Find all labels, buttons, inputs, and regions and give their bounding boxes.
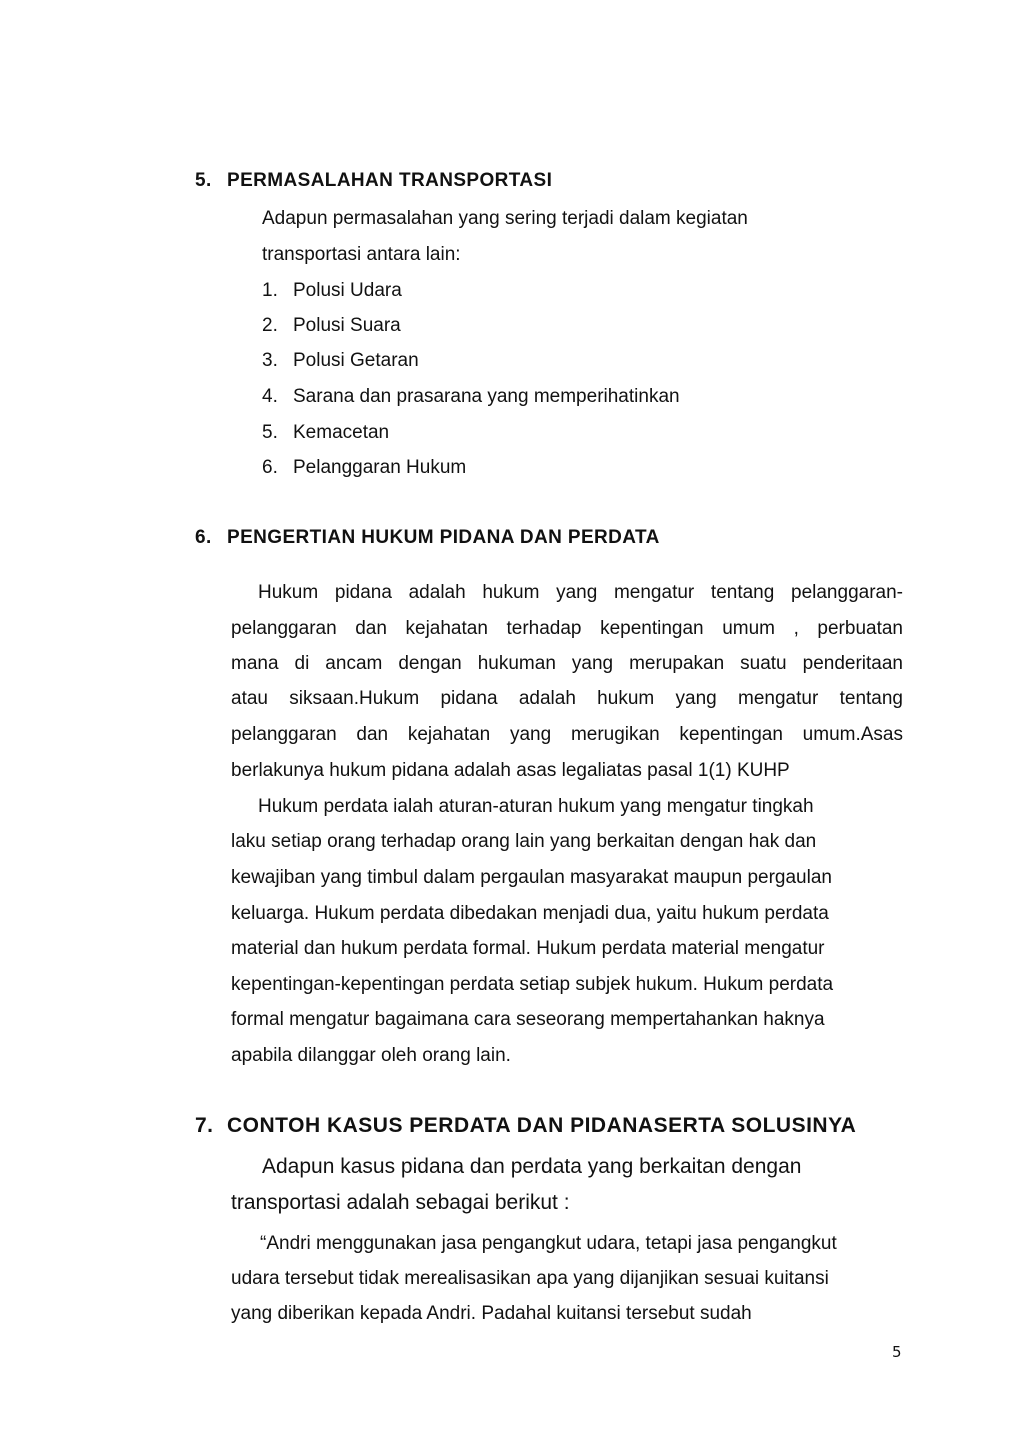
list-item-text: Kemacetan [293,422,390,443]
paragraph-line: Adapun kasus pidana dan perdata yang berkaitan dengan [262,1155,802,1178]
list-item-text: Sarana dan prasarana yang memperihatinkan [293,386,680,407]
paragraph-line: formal mengatur bagaimana cara seseorang mempertahankan haknya [231,1009,825,1030]
list-item-text: Pelanggaran Hukum [293,457,467,478]
paragraph-line: Hukum pidana adalah hukum yang mengatur tentang pelanggaran- [258,582,903,603]
list-item [262,315,401,337]
paragraph-line: Hukum perdata ialah aturan-aturan hukum yang mengatur tingkah [258,796,814,817]
list-marker: 6. [262,457,278,478]
list-item-text: Polusi Suara [293,315,401,336]
page-number: 5 [892,1343,902,1361]
paragraph-line: keluarga. Hukum perdata dibedakan menjadi dua, yaitu hukum perdata [231,903,829,924]
list-item [262,457,466,479]
section-number: 5. [195,170,212,191]
paragraph-line: berlakunya hukum pidana adalah asas legaliatas pasal 1(1) KUHP [231,760,790,781]
list-marker: 2. [262,315,278,336]
list-item [262,280,402,302]
paragraph-line: pelanggaran dan kejahatan terhadap kepentingan umum , perbuatan [231,618,903,639]
section-title: PENGERTIAN HUKUM PIDANA DAN PERDATA [227,527,660,548]
paragraph-line: kewajiban yang timbul dalam pergaulan masyarakat maupun pergaulan [231,867,832,888]
paragraph-line: laku setiap orang terhadap orang lain yang berkaitan dengan hak dan [231,831,817,852]
section-7-heading [195,1114,856,1138]
paragraph-line: kepentingan-kepentingan perdata setiap subjek hukum. Hukum perdata [231,974,834,995]
list-item-text: Polusi Getaran [293,350,419,371]
list-item [262,350,419,372]
quote-line: “Andri menggunakan jasa pengangkut udara, tetapi jasa pengangkut [260,1233,837,1254]
section-number: 6. [195,527,212,548]
paragraph-line: pelanggaran dan kejahatan yang merugikan kepentingan umum.Asas [231,724,903,745]
paragraph-line: material dan hukum perdata formal. Hukum perdata material mengatur [231,938,825,959]
quote-line: yang diberikan kepada Andri. Padahal kuitansi tersebut sudah [231,1303,752,1324]
section-number: 7. [195,1114,214,1137]
list-item [262,422,389,444]
paragraph-line: transportasi adalah sebagai berikut : [231,1191,570,1214]
paragraph-line: apabila dilanggar oleh orang lain. [231,1045,511,1066]
section-title: PERMASALAHAN TRANSPORTASI [227,170,553,191]
list-marker: 4. [262,386,278,407]
list-marker: 3. [262,350,278,371]
quote-line: udara tersebut tidak merealisasikan apa yang dijanjikan sesuai kuitansi [231,1268,829,1289]
section-6-heading [195,527,660,549]
paragraph-line: mana di ancam dengan hukuman yang merupakan suatu penderitaan [231,653,903,674]
paragraph-line: Adapun permasalahan yang sering terjadi dalam kegiatan [262,208,748,229]
section-title: CONTOH KASUS PERDATA DAN PIDANASERTA SOLUSINYA [227,1114,857,1137]
list-item-text: Polusi Udara [293,280,402,301]
list-marker: 5. [262,422,278,443]
paragraph-line: transportasi antara lain: [262,244,461,265]
list-marker: 1. [262,280,278,301]
paragraph-line: atau siksaan.Hukum pidana adalah hukum yang mengatur tentang [231,688,903,709]
section-5-heading [195,170,552,192]
list-item [262,386,680,408]
